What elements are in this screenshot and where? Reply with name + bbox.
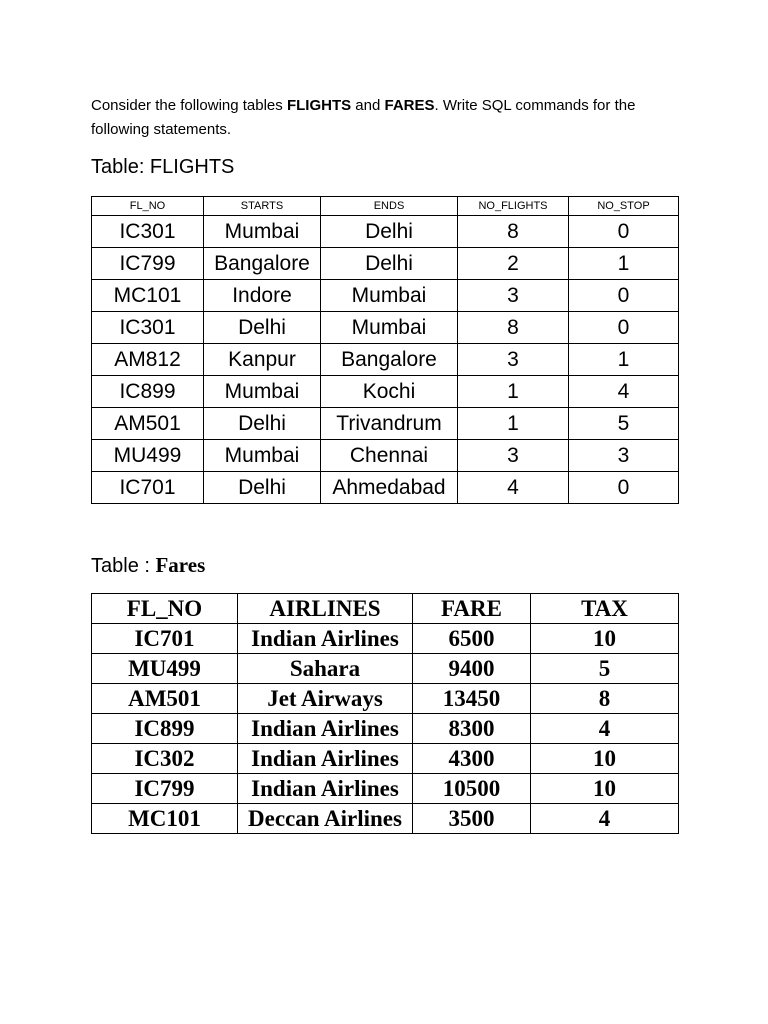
flights-table-row — [92, 376, 679, 408]
fares-header-fare: FARE — [413, 594, 531, 624]
fares-table-cell-airlines: Indian Airlines — [238, 624, 413, 654]
flights-table — [91, 196, 679, 504]
flights-table-cell-no-flights: 4 — [458, 472, 569, 504]
flights-table-cell-ends: Mumbai — [321, 312, 458, 344]
fares-table-cell-fare: 10500 — [413, 774, 531, 804]
flights-table-cell-ends: Kochi — [321, 376, 458, 408]
flights-table-cell-no-stop: 1 — [569, 344, 679, 376]
fares-table-cell-fare: 8300 — [413, 714, 531, 744]
flights-table-cell-no-stop: 1 — [569, 248, 679, 280]
flights-table-cell-fl-no: IC301 — [92, 312, 204, 344]
flights-table-cell-fl-no: MC101 — [92, 280, 204, 312]
flights-table-cell-ends: Trivandrum — [321, 408, 458, 440]
flights-table-row — [92, 216, 679, 248]
flights-table-cell-starts: Kanpur — [204, 344, 321, 376]
flights-table-cell-fl-no: MU499 — [92, 440, 204, 472]
flights-table-cell-starts: Mumbai — [204, 216, 321, 248]
fares-table-cell-fl-no: IC302 — [92, 744, 238, 774]
fares-table-row — [92, 684, 679, 714]
fares-table-cell-fare: 13450 — [413, 684, 531, 714]
flights-table-cell-fl-no: IC301 — [92, 216, 204, 248]
flights-table-row — [92, 472, 679, 504]
fares-table-cell-fare: 6500 — [413, 624, 531, 654]
fares-table-cell-tax: 10 — [531, 624, 679, 654]
fares-table-cell-fl-no: AM501 — [92, 684, 238, 714]
fares-table-cell-tax: 5 — [531, 654, 679, 684]
fares-table-row — [92, 624, 679, 654]
flights-table-row — [92, 280, 679, 312]
flights-header-no-flights: NO_FLIGHTS — [458, 197, 569, 216]
flights-table-cell-no-stop: 0 — [569, 472, 679, 504]
flights-table-cell-ends: Delhi — [321, 216, 458, 248]
flights-table-row — [92, 344, 679, 376]
fares-table-cell-tax: 10 — [531, 744, 679, 774]
flights-table-row — [92, 248, 679, 280]
flights-table-cell-fl-no: IC899 — [92, 376, 204, 408]
fares-body — [92, 624, 679, 834]
intro-fares-word: FARES — [384, 97, 435, 114]
flights-table-cell-ends: Ahmedabad — [321, 472, 458, 504]
flights-table-cell-no-stop: 0 — [569, 280, 679, 312]
flights-table-cell-no-flights: 8 — [458, 216, 569, 248]
flights-table-cell-no-flights: 2 — [458, 248, 569, 280]
fares-header-tax: TAX — [531, 594, 679, 624]
flights-table-cell-no-flights: 1 — [458, 408, 569, 440]
fares-caption-word: Fares — [155, 553, 206, 577]
fares-table-cell-airlines: Sahara — [238, 654, 413, 684]
fares-table-cell-tax: 4 — [531, 714, 679, 744]
flights-table-caption: Table: FLIGHTS — [91, 156, 235, 178]
flights-table-cell-starts: Delhi — [204, 408, 321, 440]
flights-table-cell-no-stop: 0 — [569, 312, 679, 344]
flights-table-row — [92, 440, 679, 472]
flights-header-starts: STARTS — [204, 197, 321, 216]
flights-table-cell-fl-no: IC701 — [92, 472, 204, 504]
fares-table-cell-airlines: Jet Airways — [238, 684, 413, 714]
flights-table-row — [92, 312, 679, 344]
fares-table-cell-fl-no: IC799 — [92, 774, 238, 804]
fares-table-cell-tax: 10 — [531, 774, 679, 804]
flights-table-cell-starts: Mumbai — [204, 440, 321, 472]
fares-table-cell-fl-no: MC101 — [92, 804, 238, 834]
fares-table-row — [92, 714, 679, 744]
fares-header-airlines: AIRLINES — [238, 594, 413, 624]
flights-table-cell-no-flights: 1 — [458, 376, 569, 408]
intro-text-1: Consider the following tables — [91, 97, 287, 114]
flights-table-cell-no-flights: 3 — [458, 280, 569, 312]
flights-table-cell-no-stop: 5 — [569, 408, 679, 440]
flights-header-no-stop: NO_STOP — [569, 197, 679, 216]
fares-table-cell-fare: 9400 — [413, 654, 531, 684]
fares-header-row — [92, 594, 679, 624]
fares-table-cell-airlines: Indian Airlines — [238, 714, 413, 744]
flights-table-cell-no-flights: 3 — [458, 344, 569, 376]
flights-table-row — [92, 408, 679, 440]
fares-table-cell-tax: 8 — [531, 684, 679, 714]
flights-table-cell-no-stop: 4 — [569, 376, 679, 408]
fares-table — [91, 593, 679, 834]
flights-table-cell-fl-no: IC799 — [92, 248, 204, 280]
fares-table-cell-fl-no: IC899 — [92, 714, 238, 744]
fares-table-cell-airlines: Indian Airlines — [238, 774, 413, 804]
flights-table-cell-no-flights: 8 — [458, 312, 569, 344]
fares-table-row — [92, 744, 679, 774]
flights-table-cell-ends: Delhi — [321, 248, 458, 280]
flights-table-cell-ends: Bangalore — [321, 344, 458, 376]
flights-table-cell-fl-no: AM812 — [92, 344, 204, 376]
flights-table-cell-no-stop: 3 — [569, 440, 679, 472]
flights-table-cell-starts: Delhi — [204, 472, 321, 504]
flights-header-fl-no: FL_NO — [92, 197, 204, 216]
flights-header-ends: ENDS — [321, 197, 458, 216]
flights-table-cell-starts: Mumbai — [204, 376, 321, 408]
flights-header-row — [92, 197, 679, 216]
flights-table-cell-ends: Mumbai — [321, 280, 458, 312]
fares-caption-prefix: Table : — [91, 555, 156, 577]
intro-text-2: and — [351, 97, 385, 114]
fares-table-cell-tax: 4 — [531, 804, 679, 834]
fares-table-caption — [91, 552, 205, 579]
intro-text-3: . Write SQL commands for the following statements. — [91, 97, 636, 138]
flights-table-cell-no-stop: 0 — [569, 216, 679, 248]
intro-paragraph — [91, 94, 681, 142]
fares-table-cell-airlines: Deccan Airlines — [238, 804, 413, 834]
fares-table-row — [92, 804, 679, 834]
fares-table-row — [92, 774, 679, 804]
fares-table-cell-fare: 3500 — [413, 804, 531, 834]
fares-table-cell-airlines: Indian Airlines — [238, 744, 413, 774]
flights-table-cell-starts: Indore — [204, 280, 321, 312]
fares-header-fl-no: FL_NO — [92, 594, 238, 624]
flights-table-cell-starts: Bangalore — [204, 248, 321, 280]
flights-table-cell-starts: Delhi — [204, 312, 321, 344]
fares-table-cell-fl-no: IC701 — [92, 624, 238, 654]
flights-body — [92, 216, 679, 504]
fares-table-cell-fl-no: MU499 — [92, 654, 238, 684]
flights-table-cell-fl-no: AM501 — [92, 408, 204, 440]
flights-table-cell-no-flights: 3 — [458, 440, 569, 472]
flights-table-cell-ends: Chennai — [321, 440, 458, 472]
fares-table-cell-fare: 4300 — [413, 744, 531, 774]
fares-table-row — [92, 654, 679, 684]
intro-flights-word: FLIGHTS — [286, 97, 352, 114]
